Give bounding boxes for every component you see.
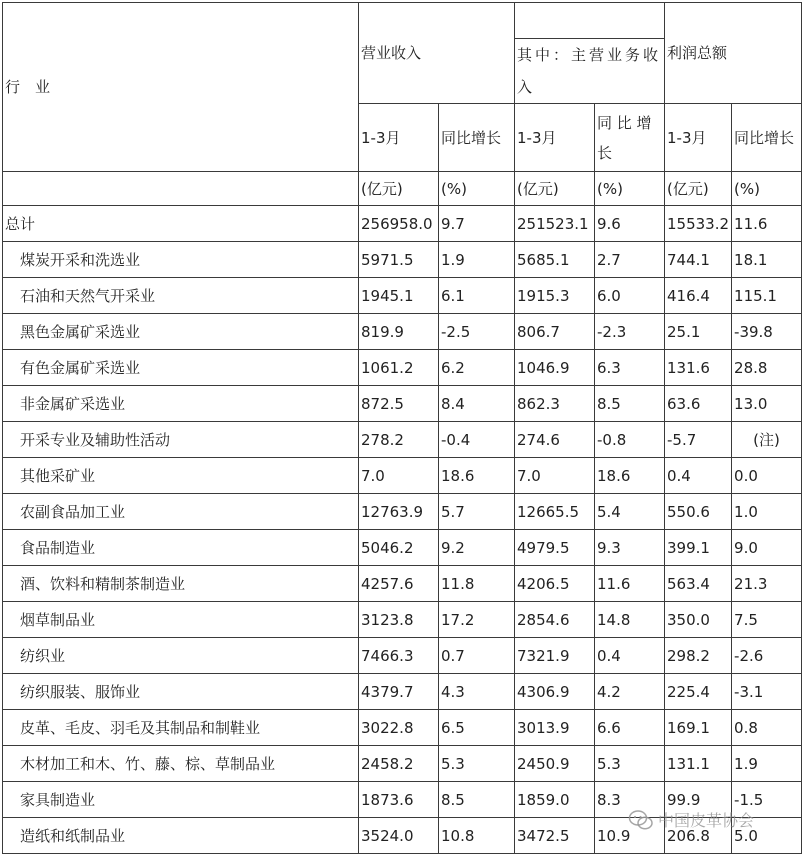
main-growth-header: 同 比 增 长 (595, 104, 665, 172)
cell-main-g: -0.8 (595, 422, 665, 458)
cell-main: 862.3 (515, 386, 595, 422)
main-period: 1-3月 (515, 104, 595, 172)
cell-rev: 5971.5 (359, 242, 439, 278)
cell-main-g: 4.2 (595, 674, 665, 710)
cell-main-g: 5.3 (595, 746, 665, 782)
industry-name: 黑色金属矿采选业 (3, 314, 359, 350)
cell-rev-g: 6.2 (439, 350, 515, 386)
cell-main-g: 0.4 (595, 638, 665, 674)
cell-rev-g: -2.5 (439, 314, 515, 350)
unit-pct: (%) (732, 172, 802, 206)
cell-profit-g: 0.0 (732, 458, 802, 494)
cell-main: 1046.9 (515, 350, 595, 386)
cell-rev: 819.9 (359, 314, 439, 350)
cell-rev-g: 4.3 (439, 674, 515, 710)
cell-main-g: 2.7 (595, 242, 665, 278)
cell-rev-g: 10.8 (439, 818, 515, 854)
cell-profit-g: 7.5 (732, 602, 802, 638)
cell-rev: 1873.6 (359, 782, 439, 818)
cell-main-g: 8.5 (595, 386, 665, 422)
table-row (3, 494, 802, 530)
cell-rev-g: 1.9 (439, 242, 515, 278)
table-row (3, 458, 802, 494)
table-row (3, 422, 802, 458)
cell-profit: 25.1 (665, 314, 732, 350)
industry-header: 行 业 (5, 78, 51, 96)
cell-main: 4206.5 (515, 566, 595, 602)
cell-profit-g: -39.8 (732, 314, 802, 350)
watermark-text: 中国皮革协会 (658, 811, 755, 830)
header-row-1 (3, 3, 802, 39)
cell-profit-g: (注) (732, 422, 802, 458)
cell-profit-g: -2.6 (732, 638, 802, 674)
cell-rev: 4257.6 (359, 566, 439, 602)
cell-rev: 1945.1 (359, 278, 439, 314)
cell-profit-g: 11.6 (732, 206, 802, 242)
cell-profit-g: -3.1 (732, 674, 802, 710)
cell-rev: 3022.8 (359, 710, 439, 746)
industry-name: 造纸和纸制品业 (3, 818, 359, 854)
main-revenue-header: 其中：主营业务收入 (515, 39, 665, 104)
cell-rev-g: 8.4 (439, 386, 515, 422)
revenue-growth-header: 同比增长 (439, 104, 515, 172)
cell-main-g: 5.4 (595, 494, 665, 530)
cell-profit-g: 18.1 (732, 242, 802, 278)
cell-profit: 416.4 (665, 278, 732, 314)
industry-name: 皮革、毛皮、羽毛及其制品和制鞋业 (3, 710, 359, 746)
cell-main-g: 11.6 (595, 566, 665, 602)
cell-main-g: 10.9 (595, 818, 665, 854)
cell-rev-g: 6.5 (439, 710, 515, 746)
cell-main-g: 6.6 (595, 710, 665, 746)
profit-header: 利润总额 (665, 3, 802, 104)
cell-profit-g: 9.0 (732, 530, 802, 566)
cell-rev-g: 11.8 (439, 566, 515, 602)
cell-main: 806.7 (515, 314, 595, 350)
cell-rev-g: 18.6 (439, 458, 515, 494)
industry-name: 煤炭开采和洗选业 (3, 242, 359, 278)
cell-profit: 131.6 (665, 350, 732, 386)
cell-main: 2450.9 (515, 746, 595, 782)
cell-main: 1915.3 (515, 278, 595, 314)
cell-profit: -5.7 (665, 422, 732, 458)
industry-name: 有色金属矿采选业 (3, 350, 359, 386)
table-row (3, 386, 802, 422)
cell-main-g: 18.6 (595, 458, 665, 494)
industry-name: 其他采矿业 (3, 458, 359, 494)
cell-main: 2854.6 (515, 602, 595, 638)
cell-profit: 399.1 (665, 530, 732, 566)
cell-rev: 256958.0 (359, 206, 439, 242)
cell-main: 3013.9 (515, 710, 595, 746)
cell-profit-g: 21.3 (732, 566, 802, 602)
cell-profit: 99.9 (665, 782, 732, 818)
industry-name: 烟草制品业 (3, 602, 359, 638)
table-row (3, 602, 802, 638)
cell-rev: 1061.2 (359, 350, 439, 386)
cell-profit: 350.0 (665, 602, 732, 638)
table-row (3, 638, 802, 674)
watermark (628, 808, 754, 831)
cell-main-g: 9.6 (595, 206, 665, 242)
cell-main: 4979.5 (515, 530, 595, 566)
cell-profit-g: 13.0 (732, 386, 802, 422)
cell-rev: 872.5 (359, 386, 439, 422)
unit-pct: (%) (595, 172, 665, 206)
profit-period: 1-3月 (665, 104, 732, 172)
table-row (3, 278, 802, 314)
industry-name: 农副食品加工业 (3, 494, 359, 530)
cell-main-g: 14.8 (595, 602, 665, 638)
cell-profit: 550.6 (665, 494, 732, 530)
table-row (3, 314, 802, 350)
cell-main: 274.6 (515, 422, 595, 458)
cell-profit: 744.1 (665, 242, 732, 278)
cell-rev: 12763.9 (359, 494, 439, 530)
cell-profit-g: -1.5 (732, 782, 802, 818)
industry-header-cell (3, 3, 359, 172)
industry-name: 酒、饮料和精制茶制造业 (3, 566, 359, 602)
cell-profit-g: 1.0 (732, 494, 802, 530)
cell-profit-g: 0.8 (732, 710, 802, 746)
unit-amount: (亿元) (515, 172, 595, 206)
unit-blank (3, 172, 359, 206)
industry-name: 家具制造业 (3, 782, 359, 818)
table-row (3, 710, 802, 746)
industry-name: 纺织业 (3, 638, 359, 674)
cell-profit: 298.2 (665, 638, 732, 674)
table-row (3, 350, 802, 386)
cell-rev-g: 9.7 (439, 206, 515, 242)
industry-name: 纺织服装、服饰业 (3, 674, 359, 710)
industry-name: 总计 (3, 206, 359, 242)
cell-rev: 4379.7 (359, 674, 439, 710)
cell-main: 3472.5 (515, 818, 595, 854)
cell-rev-g: -0.4 (439, 422, 515, 458)
cell-main-g: 9.3 (595, 530, 665, 566)
cell-profit: 225.4 (665, 674, 732, 710)
cell-profit: 0.4 (665, 458, 732, 494)
cell-rev-g: 0.7 (439, 638, 515, 674)
cell-main: 7321.9 (515, 638, 595, 674)
cell-rev: 278.2 (359, 422, 439, 458)
cell-rev: 2458.2 (359, 746, 439, 782)
revenue-period: 1-3月 (359, 104, 439, 172)
industry-name: 开采专业及辅助性活动 (3, 422, 359, 458)
unit-pct: (%) (439, 172, 515, 206)
cell-main-g: -2.3 (595, 314, 665, 350)
cell-rev: 5046.2 (359, 530, 439, 566)
table-row (3, 530, 802, 566)
cell-main-g: 8.3 (595, 782, 665, 818)
main-revenue-header-blank (515, 3, 665, 39)
unit-amount: (亿元) (359, 172, 439, 206)
cell-main: 251523.1 (515, 206, 595, 242)
cell-profit: 563.4 (665, 566, 732, 602)
cell-main-g: 6.0 (595, 278, 665, 314)
cell-profit: 63.6 (665, 386, 732, 422)
profit-growth-header: 同比增长 (732, 104, 802, 172)
industry-name: 石油和天然气开采业 (3, 278, 359, 314)
cell-main: 7.0 (515, 458, 595, 494)
cell-rev-g: 5.3 (439, 746, 515, 782)
cell-profit-g: 5.0 (732, 818, 802, 854)
unit-row (3, 172, 802, 206)
industry-name: 食品制造业 (3, 530, 359, 566)
table-row (3, 746, 802, 782)
revenue-header: 营业收入 (359, 3, 515, 104)
table-row (3, 242, 802, 278)
cell-main-g: 6.3 (595, 350, 665, 386)
industry-name: 非金属矿采选业 (3, 386, 359, 422)
table-row (3, 206, 802, 242)
cell-profit: 206.8 (665, 818, 732, 854)
cell-profit: 15533.2 (665, 206, 732, 242)
table-row (3, 566, 802, 602)
cell-rev: 7.0 (359, 458, 439, 494)
cell-profit: 169.1 (665, 710, 732, 746)
cell-profit: 131.1 (665, 746, 732, 782)
cell-main: 1859.0 (515, 782, 595, 818)
wechat-icon (628, 809, 654, 831)
cell-rev-g: 17.2 (439, 602, 515, 638)
industry-name: 木材加工和木、竹、藤、棕、草制品业 (3, 746, 359, 782)
unit-amount: (亿元) (665, 172, 732, 206)
cell-main: 12665.5 (515, 494, 595, 530)
cell-rev-g: 8.5 (439, 782, 515, 818)
cell-rev: 3524.0 (359, 818, 439, 854)
table-row (3, 674, 802, 710)
cell-rev-g: 5.7 (439, 494, 515, 530)
cell-main: 4306.9 (515, 674, 595, 710)
cell-rev: 3123.8 (359, 602, 439, 638)
cell-profit-g: 1.9 (732, 746, 802, 782)
cell-profit-g: 115.1 (732, 278, 802, 314)
cell-main: 5685.1 (515, 242, 595, 278)
cell-rev-g: 9.2 (439, 530, 515, 566)
cell-rev-g: 6.1 (439, 278, 515, 314)
cell-profit-g: 28.8 (732, 350, 802, 386)
industry-statistics-table (2, 2, 802, 854)
cell-rev: 7466.3 (359, 638, 439, 674)
